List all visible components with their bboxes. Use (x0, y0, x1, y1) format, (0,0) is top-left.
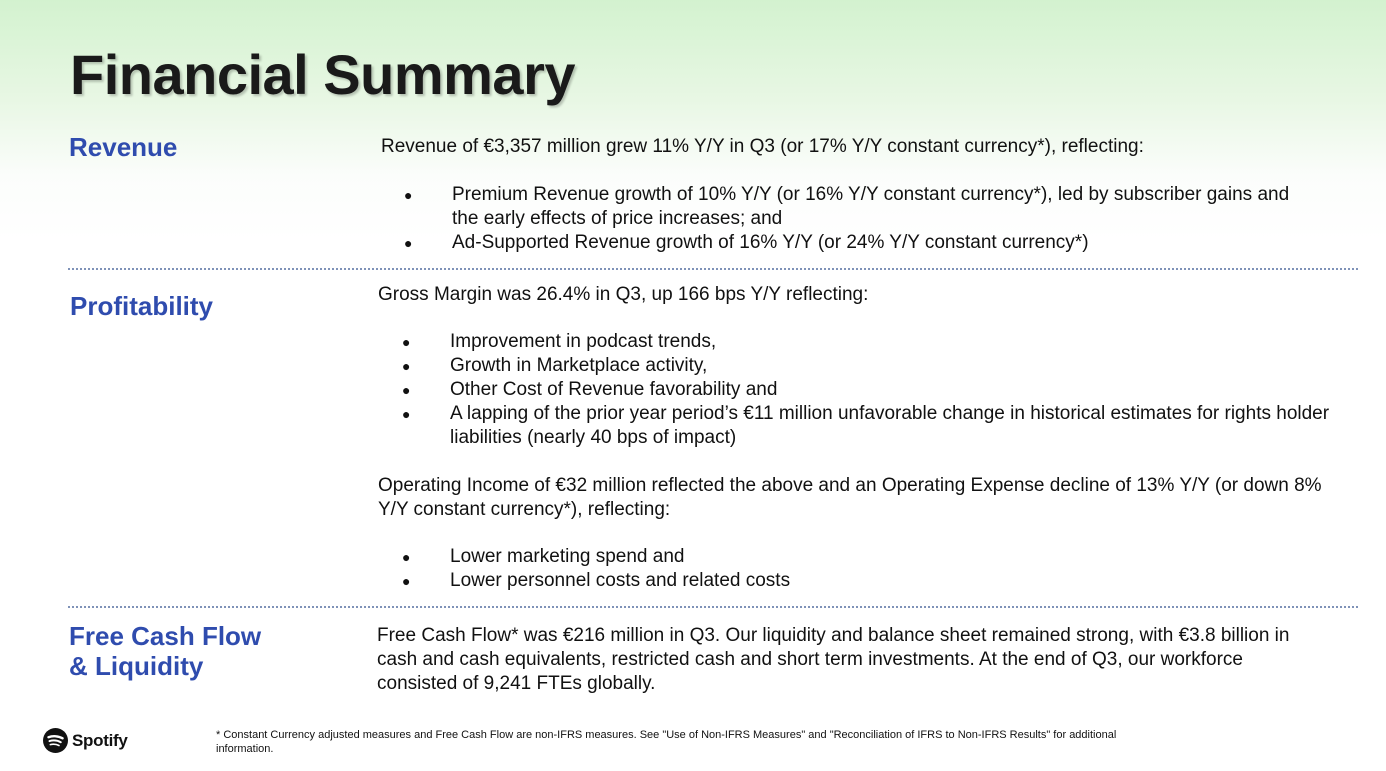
line: * Constant Currency adjusted measures and Free Cash Flow are non-IFRS measures. See "Use of Non-IFRS Measures" and "Reconciliation of IFRS to Non-IFRS Results" for additional (216, 729, 1117, 741)
list-item (404, 231, 1289, 255)
heading-line: Revenue (69, 132, 178, 162)
profitability-heading (70, 291, 213, 321)
line: the early effects of price increases; and (452, 208, 783, 229)
heading-line: & Liquidity (69, 651, 204, 681)
line: information. (216, 743, 274, 755)
line: liabilities (nearly 40 bps of impact) (450, 427, 737, 448)
line: Lower personnel costs and related costs (450, 570, 791, 591)
spotify-logo-icon (43, 728, 68, 753)
profitability-intro: Gross Margin was 26.4% in Q3, up 166 bps Y/Y reflecting: (378, 284, 869, 305)
footnote (216, 728, 1216, 756)
line: Ad-Supported Revenue growth of 16% Y/Y (or 24% Y/Y constant currency*) (452, 232, 1089, 253)
list-item (402, 402, 1329, 450)
list-item (402, 545, 790, 569)
operating-income-bullets (402, 545, 790, 593)
line: Premium Revenue growth of 10% Y/Y (or 16% Y/Y constant currency*), led by subscriber gains and (452, 184, 1290, 205)
page-title: Financial Summary (70, 43, 576, 106)
line: Other Cost of Revenue favorability and (450, 379, 778, 400)
operating-income-text (378, 474, 1322, 522)
line: Free Cash Flow* was €216 million in Q3. Our liquidity and balance sheet remained strong, with €3.8 billion in (377, 625, 1290, 646)
fcf-heading (69, 621, 261, 681)
line: Operating Income of €32 million reflected the above and an Operating Expense decline of 13% Y/Y (or down 8% (378, 475, 1322, 496)
list-item (402, 354, 1329, 378)
list-item (404, 183, 1289, 231)
line: Improvement in podcast trends, (450, 331, 717, 352)
line: Lower marketing spend and (450, 546, 685, 567)
heading-line: Free Cash Flow (69, 621, 262, 651)
list-item (402, 378, 1329, 402)
section-divider (68, 268, 1358, 270)
revenue-bullets (404, 183, 1289, 255)
line: Growth in Marketplace activity, (450, 355, 708, 376)
line: consisted of 9,241 FTEs globally. (377, 673, 656, 694)
line: A lapping of the prior year period’s €11 million unfavorable change in historical estimates for rights holder (450, 403, 1330, 424)
spotify-wordmark: Spotify (72, 730, 128, 750)
heading-line: Profitability (70, 291, 214, 321)
line: Y/Y constant currency*), reflecting: (378, 499, 671, 520)
revenue-intro: Revenue of €3,357 million grew 11% Y/Y in Q3 (or 17% Y/Y constant currency*), reflecting: (381, 136, 1144, 157)
list-item (402, 569, 790, 593)
section-divider (68, 606, 1358, 608)
fcf-text (377, 624, 1289, 696)
profitability-bullets (402, 330, 1329, 450)
line: cash and cash equivalents, restricted cash and short term investments. At the end of Q3, our workforce (377, 649, 1243, 670)
revenue-heading (69, 132, 177, 162)
list-item (402, 330, 1329, 354)
spotify-logo (43, 728, 128, 753)
